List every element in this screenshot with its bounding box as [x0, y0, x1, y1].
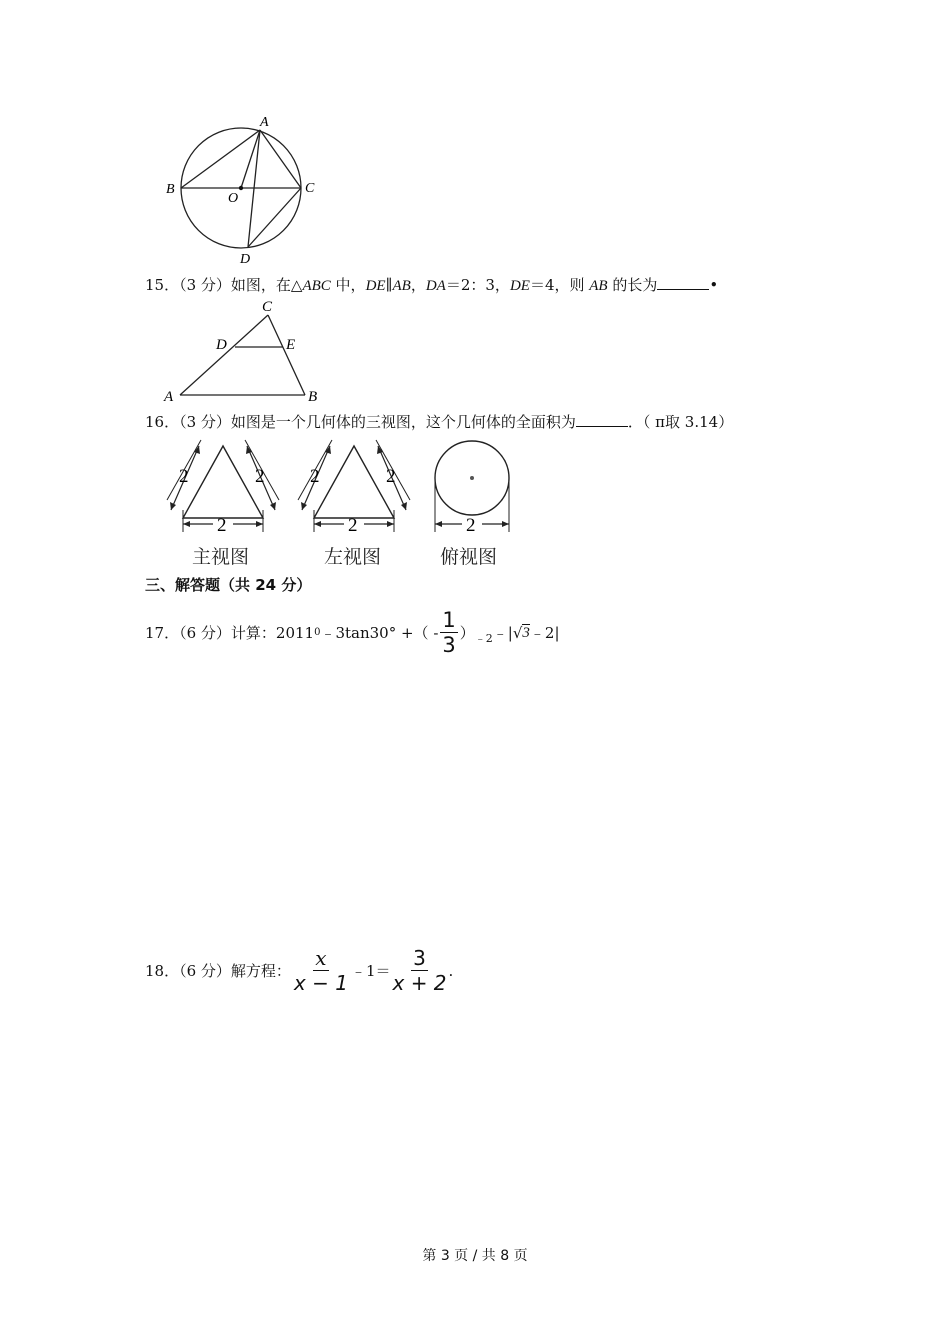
q16-text: 16．（3 分）如图是一个几何体的三视图，这个几何体的全面积为: [145, 413, 576, 431]
q15-ab: AB: [392, 278, 411, 294]
q15-ratio: ＝2：3，: [445, 276, 510, 294]
left-side-left-label: 2: [310, 466, 320, 487]
answer-blank[interactable]: [576, 412, 628, 427]
q15-prefix: 15．（3 分）如图，在△: [145, 276, 303, 294]
fraction-3-over-x-plus-2: [393, 946, 447, 995]
q16-tail: ．（ π取 3.14）: [627, 413, 734, 431]
q18-prefix: 18．（6 分）解方程：: [145, 962, 291, 980]
label-C: C: [262, 299, 273, 315]
q17-numerator: 1: [442, 608, 456, 632]
top-base-label: 2: [466, 515, 476, 534]
answer-blank[interactable]: [657, 275, 709, 290]
front-side-right-label: 2: [255, 466, 265, 487]
label-A: A: [164, 389, 174, 405]
top-view-caption: 俯视图: [440, 546, 498, 568]
q17-prefix: 17．（6 分）计算：2011: [145, 624, 315, 642]
label-B: B: [308, 389, 318, 405]
front-base-label: 2: [217, 515, 227, 534]
q17-sqrt-arg: 3: [522, 624, 530, 641]
q18-numerator-2: 3: [413, 946, 426, 970]
label-B: B: [166, 182, 175, 197]
q15-da: DA: [425, 278, 446, 294]
q18-denominator-1: x − 1: [293, 971, 348, 995]
q17-exponent-zero: 0: [314, 627, 321, 638]
label-D: D: [240, 252, 251, 267]
left-side-right-label: 2: [386, 466, 396, 487]
q15-eq4: ＝4，则: [529, 276, 590, 294]
q17-close: ）: [459, 624, 475, 642]
fraction-x-over-x-minus-1: [294, 946, 348, 995]
question-15: [145, 274, 718, 295]
question-16: [145, 411, 733, 432]
label-E: E: [286, 337, 296, 353]
figure-triangle-de-ab: [160, 297, 335, 405]
q15-de2: DE: [509, 278, 530, 294]
q18-mid: ﹣1＝: [350, 962, 391, 980]
label-C: C: [305, 181, 315, 196]
q17-end: ﹣2|: [529, 624, 560, 642]
q15-ab2: AB: [589, 278, 608, 294]
fraction-one-third: [440, 608, 457, 657]
label-A: A: [260, 115, 269, 130]
q15-parallel: ∥: [385, 276, 393, 294]
q15-mid: 中，: [330, 276, 366, 294]
q18-end: .: [448, 961, 454, 980]
q17-denominator: 3: [442, 633, 456, 657]
question-17: [145, 608, 560, 657]
q15-de: DE: [365, 278, 386, 294]
q15-end: •: [709, 276, 719, 294]
figure-circle-triangle: [160, 112, 340, 267]
sqrt-sign-icon: √: [512, 623, 523, 642]
q18-numerator-1: x: [315, 946, 327, 970]
q18-denominator-2: x + 2: [392, 971, 447, 995]
front-view-figure: [163, 438, 283, 534]
q17-exponent-neg2: ﹣2: [474, 632, 493, 645]
q15-abc: ABC: [302, 278, 331, 294]
label-O: O: [228, 191, 239, 206]
question-18: [145, 946, 453, 995]
front-side-left-label: 2: [179, 466, 189, 487]
q17-minus: ﹣|: [492, 624, 513, 642]
label-D: D: [216, 337, 227, 353]
left-base-label: 2: [348, 515, 358, 534]
q15-sep: ，: [410, 276, 426, 294]
front-view-caption: 主视图: [192, 546, 250, 568]
q17-mid: ﹣3tan30° +（ -: [320, 624, 439, 642]
page-number: 第 3 页 / 共 8 页: [422, 1248, 528, 1264]
top-view-figure: [428, 438, 518, 534]
section-title: 三、解答题（共 24 分）: [145, 576, 312, 594]
left-view-figure: [294, 438, 414, 534]
q15-tail: 的长为: [607, 276, 658, 294]
left-view-caption: 左视图: [324, 546, 382, 568]
